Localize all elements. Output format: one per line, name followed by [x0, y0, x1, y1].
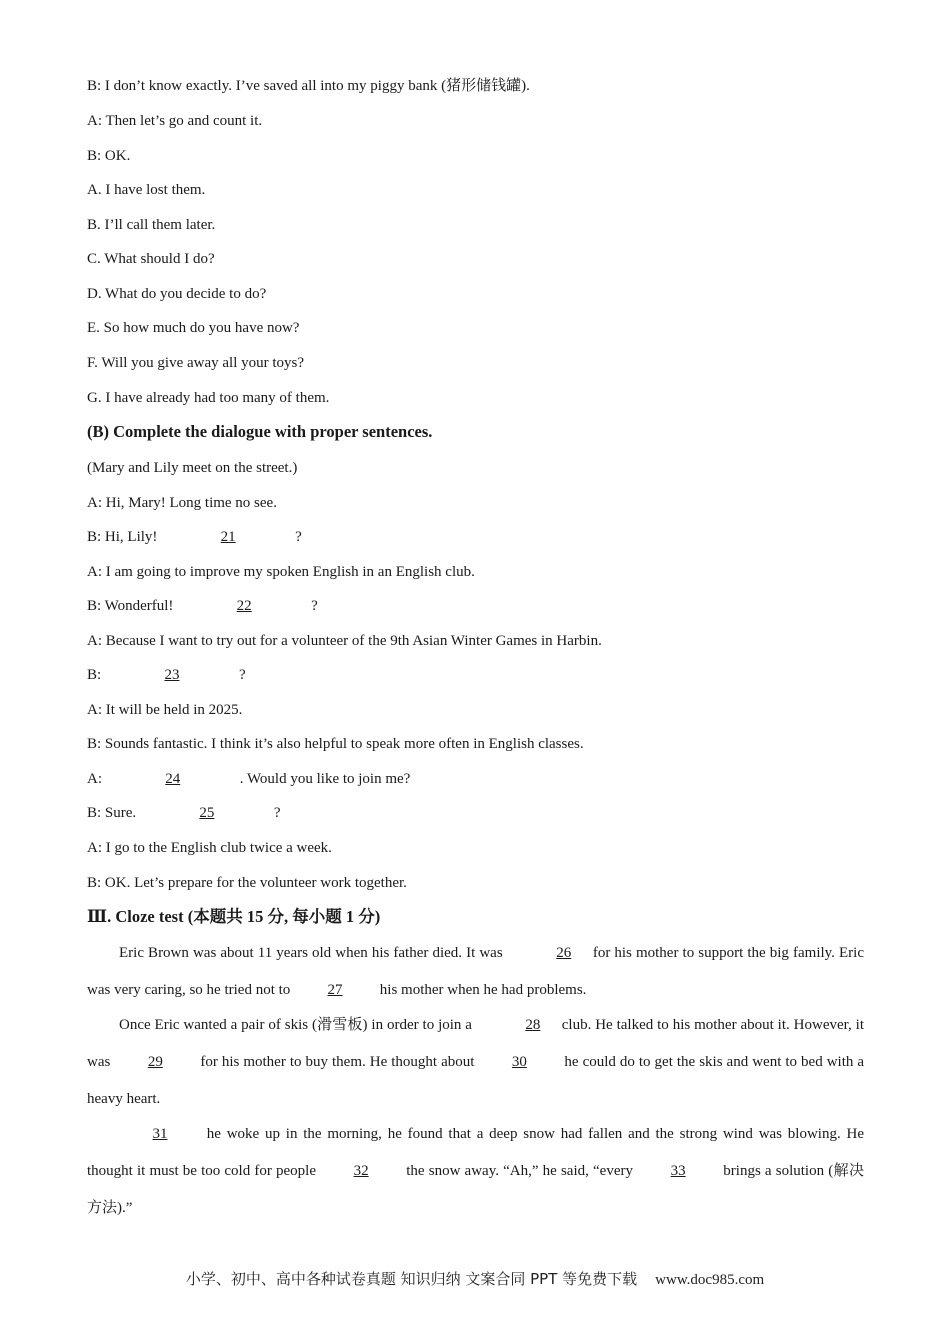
line-suffix: ?	[238, 667, 246, 683]
dialogue-line: A: Because I want to try out for a volunteer of the 9th Asian Winter Games in Harbin.	[87, 633, 602, 649]
dialogue-line: A: I am going to improve my spoken English in an English club.	[87, 564, 475, 580]
dialogue-line	[87, 596, 318, 616]
blank-22[interactable]: 22	[236, 598, 252, 614]
blank-28[interactable]: 28	[525, 1017, 541, 1033]
dialogue-line: A: Hi, Mary! Long time no see.	[87, 495, 277, 511]
line-suffix: ?	[295, 529, 302, 545]
cloze-text: Eric Brown was about 11 years old when his father died. It was	[119, 945, 507, 961]
blank-30[interactable]: 30	[511, 1054, 527, 1070]
blank-33[interactable]: 33	[670, 1163, 686, 1179]
dialogue-line	[87, 527, 302, 547]
dialogue-line	[87, 769, 410, 789]
option-f: F. Will you give away all your toys?	[87, 355, 305, 371]
blank-31[interactable]: 31	[152, 1126, 168, 1142]
footer-text: 小学、初中、高中各种试卷真题 知识归纳 文案合同 PPT 等免费下载	[185, 1270, 638, 1288]
line-suffix: ?	[273, 805, 281, 821]
page-footer	[0, 1268, 950, 1291]
dialogue-line: A: I go to the English club twice a week.	[87, 840, 332, 856]
cloze-text: he could do to get the skis and went to bed with a heavy heart.	[87, 1054, 865, 1107]
dialogue-line	[87, 665, 246, 685]
blank-29[interactable]: 29	[147, 1054, 163, 1070]
line-suffix: . Would you like to join me?	[239, 771, 411, 787]
dialogue-line: A: It will be held in 2025.	[87, 702, 243, 718]
dialogue-line: A: Then let’s go and count it.	[87, 113, 263, 129]
option-e: E. So how much do you have now?	[87, 320, 300, 336]
option-g: G. I have already had too many of them.	[87, 390, 330, 406]
cloze-paragraph-2	[87, 1007, 864, 1118]
dialogue-line: B: I don’t know exactly. I’ve saved all into my piggy bank (猪形储钱罐).	[87, 78, 530, 94]
line-prefix: B:	[87, 667, 105, 683]
cloze-text: Once Eric wanted a pair of skis (滑雪板) in order to join a	[119, 1017, 476, 1033]
cloze-text: for his mother to support the big family. Eric was very caring, so he tried not to	[87, 945, 864, 998]
cloze-text: club. He talked to his mother about it. However, it was	[87, 1017, 865, 1070]
dialogue-line: B: OK.	[87, 148, 131, 164]
section-b-heading: (B) Complete the dialogue with proper sentences.	[87, 422, 433, 441]
cloze-heading: Ⅲ. Cloze test (本题共 15 分, 每小题 1 分)	[87, 907, 381, 926]
blank-27[interactable]: 27	[327, 982, 343, 998]
option-a: A. I have lost them.	[87, 182, 206, 198]
dialogue-context: (Mary and Lily meet on the street.)	[87, 460, 298, 476]
dialogue-line: B: Sounds fantastic. I think it’s also helpful to speak more often in English classes.	[87, 736, 584, 752]
dialogue-line	[87, 803, 281, 823]
cloze-text: his mother when he had problems.	[376, 982, 587, 998]
cloze-paragraph-3	[87, 1116, 864, 1227]
line-prefix: B: Hi, Lily!	[87, 529, 162, 545]
line-prefix: B: Sure.	[87, 805, 140, 821]
option-b: B. I’ll call them later.	[87, 217, 216, 233]
option-c: C. What should I do?	[87, 251, 215, 267]
blank-25[interactable]: 25	[199, 805, 215, 821]
dialogue-line: B: OK. Let’s prepare for the volunteer work together.	[87, 875, 407, 891]
option-d: D. What do you decide to do?	[87, 286, 267, 302]
cloze-text: the snow away. “Ah,” he said, “every	[402, 1163, 638, 1179]
cloze-text: for his mother to buy them. He thought about	[196, 1054, 479, 1070]
line-prefix: A:	[87, 771, 106, 787]
line-suffix: ?	[311, 598, 318, 614]
blank-24[interactable]: 24	[165, 771, 181, 787]
cloze-text: brings a solution (解决方法).”	[87, 1163, 864, 1216]
blank-21[interactable]: 21	[220, 529, 236, 545]
cloze-text: he woke up in the morning, he found that a deep snow had fallen and the strong wind was blowing. He thought it must be too cold for people	[87, 1126, 864, 1179]
blank-26[interactable]: 26	[556, 945, 572, 961]
blank-32[interactable]: 32	[353, 1163, 369, 1179]
line-prefix: B: Wonderful!	[87, 598, 178, 614]
footer-site-link[interactable]: www.doc985.com	[655, 1272, 765, 1288]
cloze-paragraph-1	[87, 935, 864, 1009]
blank-23[interactable]: 23	[164, 667, 180, 683]
